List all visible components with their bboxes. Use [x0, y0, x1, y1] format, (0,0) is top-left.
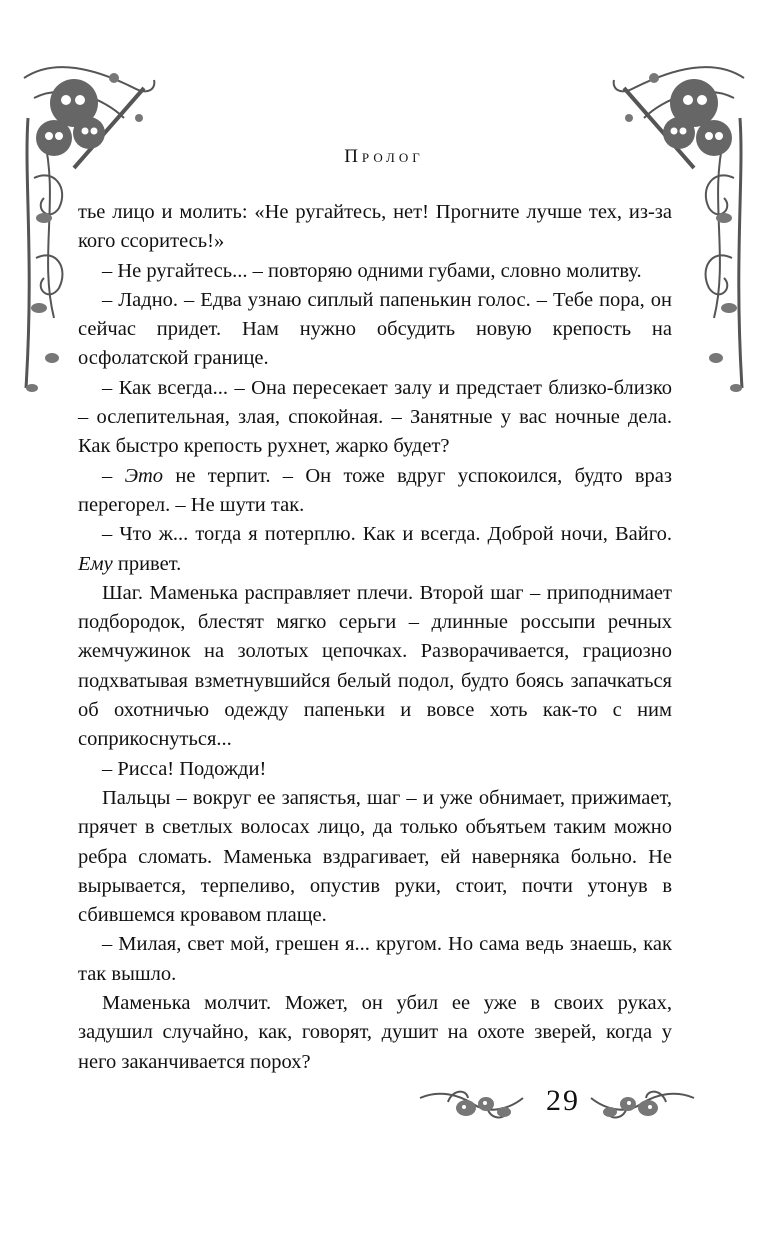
vine-flourish-left-icon — [418, 1080, 528, 1130]
paragraph — [78, 462, 672, 521]
paragraph — [78, 374, 672, 462]
page-footer — [418, 1080, 696, 1136]
paragraph — [78, 989, 672, 1077]
paragraph-text: не терпит. – Он тоже вдруг успокоился, будто враз перегорел. – Не шути так. — [78, 464, 672, 516]
paragraph — [78, 755, 672, 784]
paragraph — [78, 520, 672, 579]
paragraph-text: – Ладно. – Едва узнаю сиплый папенькин голос. – Тебе пора, он сейчас придет. Нам нужно обсудить новую крепость на осфолатской границе. — [78, 288, 672, 370]
body-text — [78, 198, 672, 1077]
italic-word: Ему — [78, 552, 113, 575]
paragraph-text: Шаг. Маменька расправляет плечи. Второй шаг – приподнимает подбородок, блестят мягко серьги – длинные россыпи речных жемчужинок на золотых цепочках. Разворачивается, грациозно подхватывая взметнувшийся белый подол, будто боясь запачкаться об охотничью одежду папеньки и вовсе хоть как-то с ним соприкоснуться... — [78, 581, 672, 751]
paragraph — [78, 784, 672, 930]
paragraph-text: – Что ж... тогда я потерплю. Как и всегда. Доброй ночи, Вайго. — [102, 523, 672, 546]
page-number: 29 — [546, 1084, 580, 1117]
paragraph-text: тье лицо и молить: «Не ругайтесь, нет! Прогните лучше тех, из-за кого ссоритесь!» — [78, 201, 672, 253]
paragraph-text: привет. — [112, 552, 182, 575]
paragraph — [78, 198, 672, 257]
paragraph-text: – Не ругайтесь... – повторяю одними губами, словно молитву. — [102, 259, 642, 282]
running-head: Пролог — [344, 146, 424, 167]
paragraph-text: – Как всегда... – Она пересекает залу и предстает близко-близко – ослепительная, злая, спокойная. – Занятные у вас ночные дела. Как быстро крепость рухнет, жарко будет? — [78, 376, 672, 458]
paragraph — [78, 257, 672, 286]
vine-flourish-right-icon — [586, 1080, 696, 1130]
italic-word: Это — [124, 464, 164, 487]
paragraph-text: Пальцы – вокруг ее запястья, шаг – и уже обнимает, прижимает, прячет в светлых волосах лицо, да только объятьем таким можно ребра сломать. Маменька вздрагивает, ей наверняка больно. Не вырывается, терпеливо, опустив руки, стоит, почти утонув в сбившемся кровавом плаще. — [78, 786, 672, 927]
paragraph — [78, 579, 672, 755]
paragraph — [78, 930, 672, 989]
paragraph — [78, 286, 672, 374]
paragraph-text: – Милая, свет мой, грешен я... кругом. Но сама ведь знаешь, как так вышло. — [78, 933, 672, 985]
paragraph-text: – Рисса! Подожди! — [102, 757, 267, 780]
paragraph-text: – — [102, 464, 125, 487]
paragraph-text: Маменька молчит. Может, он убил ее уже в своих руках, задушил случайно, как, говорят, душит на охоте зверей, когда у него заканчивается порох? — [78, 992, 672, 1073]
